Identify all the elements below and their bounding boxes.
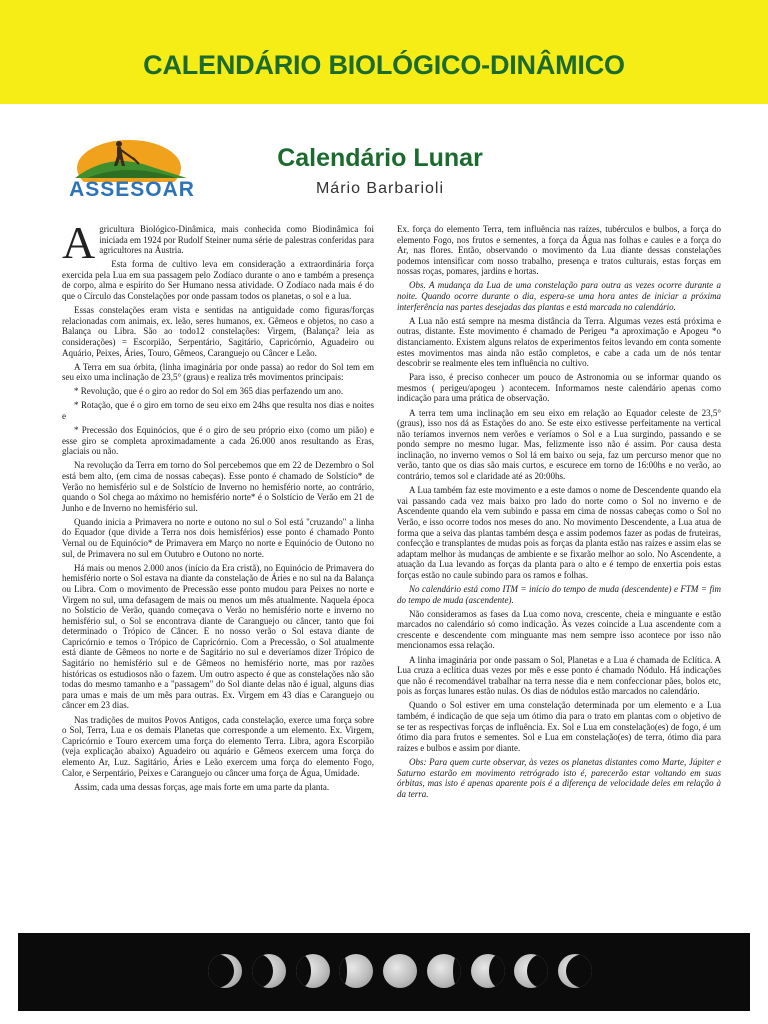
page-title: Calendário Lunar bbox=[277, 144, 483, 172]
banner-title: CALENDÁRIO BIOLÓGICO-DINÂMICO bbox=[143, 50, 625, 80]
paragraph: Obs: Para quem curte observar, às vezes os planetas distantes como Marte, Júpiter e Saturno estarão em movimento retrógrado isto é, parecerão estar voltando em suas órbitas, mas isto é apenas aparente pois é a diferença de velocidade deles em relação à da terra. bbox=[397, 756, 721, 799]
author-name: Mário Barbarioli bbox=[315, 180, 445, 197]
paragraph: Para isso, é preciso conhecer um pouco de Astronomia ou se informar quando os mesmos ( perigeu/apogeu ) acontecem. Informamos neste calendário apenas como indicação para uma prática de observação. bbox=[397, 372, 721, 404]
moon-phase-icon bbox=[208, 954, 242, 988]
moon-phase-icon bbox=[471, 954, 505, 988]
paragraph: Agricultura Biológico-Dinâmica, mais conhecida como Biodinâmica foi iniciada em 1924 por Rudolf Steiner numa série de palestras conferidas para agricultores na Áustria. bbox=[62, 224, 374, 268]
paragraph: A Terra em sua órbita, (linha imaginária por onde passa) ao redor do Sol tem em seu eixo uma inclinação de 23,5° (graus) e realiza três movimentos principais: bbox=[62, 361, 374, 383]
moon-phase-icon bbox=[558, 954, 592, 988]
moon-shadow bbox=[208, 954, 234, 988]
moon-phase-icon bbox=[514, 954, 548, 988]
farmer-hills-icon bbox=[47, 134, 217, 182]
paragraph: No calendário está como ITM = início do tempo de muda (descendente) e FTM = fim do tempo de muda (ascendente). bbox=[397, 584, 721, 605]
paragraph: Assim, cada uma dessas forças, age mais forte em uma parte da planta. bbox=[74, 781, 330, 792]
moon-shadow bbox=[296, 954, 311, 988]
left-column bbox=[62, 224, 374, 904]
paragraph: Essas constelações eram vista e sentidas na antiguidade como figuras/forças relacionadas com animais, ex. leão, seres humanos, ex. Gêmeos e objetos, no caso a Balança ou Libra. São ao todo12 constelações: Virgem, (Balança? leia as considerações) = Escorpião, Serpentário, Sagitário, Capricórnio, Aguadeiro ou Aquário, Peixes, Áries, Touro, Gêmeos, Caranguejo ou Câncer e Leão. bbox=[62, 305, 374, 358]
paragraph: Não consideramos as fases da Lua como nova, crescente, cheia e minguante e estão marcados no calendário só como indicação. Às vezes coincide a Lua ascendente com a crescente e descendente com minguante mas nem sempre isso acontece por isso não mencionamos essa relação. bbox=[397, 608, 721, 651]
moon-phase-icon bbox=[339, 954, 373, 988]
moon-shadow bbox=[453, 954, 461, 988]
assesoar-logo bbox=[47, 134, 217, 206]
paragraph: A Lua também faz este movimento e a este damos o nome de Descendente quando ela vai passando cada vez mais baixo pro lado do norte como o Sol no inverno e de Ascendente quando ela vem subindo e passa em cima de nossas cabeças como o Sol no Verão, e isso ocorre todos nos meses do ano. No movimento Descendente, a Lua atua de forma que a seiva das plantas também desça e assim podemos fazer as podas de fruteiras, confecção e transplantes de mudas pois as forças da planta estão nas raízes e assim elas se adaptam melhor às mudanças de ambiente e se fixarão melhor ao solo. No Ascendente, a atuação da Lua levando as forças da planta para o alto e é tempo de enxertia pois estas forças estão no caule subindo para os ramos e folhas. bbox=[397, 485, 721, 580]
moon-shadow bbox=[339, 954, 347, 988]
paragraph: Na revolução da Terra em torno do Sol percebemos que em 22 de Dezembro o Sol está bem alto, (em cima de nossas cabeças). Esse ponto é chamado de Solstício* de Verão no hemisfério sul e de Solstício de Inverno no hemisfério norte, ao contrário, quando o Sol chega ao máximo no hemisfério norte* é o Solstício de Verão em 21 de Junho e de Inverno no hemisfério sul. bbox=[62, 460, 374, 513]
paragraph: Nas tradições de muitos Povos Antigos, cada constelação, exerce uma força sobre o Sol, Terra, Lua e os demais Planetas que corresponde a um elemento. Ex. Virgem, Capricórnio e Touro exercem uma força do elemento Terra. Libra, agora Escorpião (veja explicação abaixo) Aguadeiro ou aquário e Gêmeos exercem uma força do elemento Ar, Luz. Sagitário, Áries e Leão exercem uma força do elemento Fogo, Calor, e Serpentário, Peixes e Caranguejo ou câncer uma força de Água, Umidade. bbox=[62, 714, 374, 778]
paragraph: A linha imaginária por onde passam o Sol, Planetas e a Lua é chamada de Eclítica. A Lua cruza a eclítica duas vezes por mês e esse ponto é chamado Nódulo. Há indicações que não é recomendável trabalhar na terra nesse dia e nem confeccionar pães, bolos etc, pois as forças lunares estão nulas. Os dias de nódulos estão marcados no calendário. bbox=[397, 654, 721, 697]
paragraph: * Rotação, que é o giro em torno de seu eixo em 24hs que resulta nos dias e noites e bbox=[62, 400, 374, 421]
paragraph: Esta forma de cultivo leva em consideração a extraordinária força exercida pela Lua em sua passagem pelo Zodíaco durante o ano e também a presença de corpo, alma e espírito do Ser Humano nessa atividade. O Zodíaco nada mais é do que o Círculo das Constelações por onde passam todos os planetas, o sol e a lua. bbox=[62, 259, 374, 302]
moon-phase-icon bbox=[427, 954, 461, 988]
right-column bbox=[397, 224, 721, 904]
moon-phase-icon bbox=[383, 954, 417, 988]
paragraph: A terra tem uma inclinação em seu eixo em relação ao Equador celeste de 23,5° (graus), isso nos dá as Estações do ano. Se este eixo estivesse perfeitamente na vertical não teríamos invernos nem verões e veríamos o Sol e a Lua surgindo, passando e se pondo sempre no mesmo lugar. Mas, felizmente isso não é assim. Por causa desta inclinação, no inverno vemos o Sol lá em baixo ou seja, faz um percurso menor que no verão, tanto que os dias são mais curtos, e escurece em torno de 16:00hs e no verão, ao contrário, temos sol e claridade até as 20:00hs. bbox=[397, 407, 721, 482]
paragraph: Obs. A mudança da Lua de uma constelação para outra as vezes ocorre durante a noite. Quando ocorre durante o dia, espera-se uma hora antes de iniciar a próxima interferência nas partes desejadas das plantas e está marcada no calendário. bbox=[397, 280, 721, 312]
logo-text: ASSESOAR bbox=[69, 178, 195, 201]
paragraph: A Lua não está sempre na mesma distância da Terra. Algumas vezes está próxima e outras, distante. Este movimento é chamado de Perigeu *a aproximação e Apogeu *o distanciamento. Existem alguns relatos de experimentos feitos levando em conta somente estes movimentos mas ainda não estão completos, e cabe a cada um de nós tentar descobrir se realmente eles tem influência no cultivo. bbox=[397, 315, 721, 369]
paragraph: Quando inicia a Primavera no norte e outono no sul o Sol está "cruzando" a linha do Equador (que divide a Terra nos dois hemisférios) esse ponto é chamado Ponto Vernal ou de Equinócio* de Primavera em Março no norte e Equinócio de Outono no sul, de Primavera no sul em Outubro e Outono no norte. bbox=[62, 516, 374, 559]
moon-shadow bbox=[566, 954, 592, 988]
moon-shadow bbox=[527, 954, 549, 988]
paragraph: * Revolução, que é o giro ao redor do Sol em 365 dias perfazendo um ano. bbox=[74, 386, 344, 397]
moon-phase-icon bbox=[296, 954, 330, 988]
dropcap: A bbox=[62, 224, 96, 268]
moon-phase-icon bbox=[252, 954, 286, 988]
paragraph: Há mais ou menos 2.000 anos (início da Era cristã), no Equinócio de Primavera do hemisfério norte o Sol estava na diante da constelação de Áries e no sul na da Balança ou Libra. Com o movimento de Precessão esse ponto mudou para Peixes no norte e Virgem no sul, uma defasagem de mais ou menos um mês atualmente. Naquela época no Solstício de Verão, quando começava o Verão no hemisfério norte e inverno no hemisfério sul, o Sol se encontrava diante de Caranguejo ou câncer, tanto que foi determinado o Trópico de Câncer. E no nosso verão o Sol estava diante de Capricórnio e temos o Trópico de Capricórnio. Com a Precessão, o Sol atualmente está diante de Gêmeos no norte e de Sagitário no sul e deveríamos dizer Trópico de Sagitário no hemisfério sul e de Gêmeos no hemisfério norte, mas por razões históricas os estudiosos não o fazem. Um outro aspecto é que as constelações não são todas do mesmo tamanho e a "passagem" do Sol diante delas não é igual, alguns dias para umas e mais de um mês para outras. Ex. Virgem em 43 dias e Caranguejo ou câncer em 23 dias. bbox=[62, 562, 374, 711]
header-banner bbox=[0, 0, 768, 104]
paragraph: * Precessão dos Equinócios, que é o giro de seu próprio eixo (como um pião) e esse giro se completa aproximadamente a cada 26.000 anos resultando as Eras, glaciais ou não. bbox=[62, 425, 374, 457]
moon-phases-strip bbox=[18, 933, 750, 1011]
moon-shadow bbox=[489, 954, 504, 988]
paragraph: Ex. força do elemento Terra, tem influência nas raízes, tubérculos e bulbos, a força do elemento Fogo, nos frutos e sementes, a força da Água nas folhas e caules e a força do Ar, nas flores. Então, observando o movimento da Lua diante dessas constelações podemos intensificar com nosso trabalho, presença e tratos culturais, estas forças em nossas roças, pomares, jardins e hortas. bbox=[397, 224, 721, 277]
moon-shadow bbox=[252, 954, 274, 988]
paragraph: Quando o Sol estiver em uma constelação determinada por um elemento e a Lua também, é indicação de que seja um ótimo dia para o trato em plantas com o objetivo de se ter as respectivas forças de influência. Ex. Sol e Lua em constelação(es) de fogo, é um ótimo dia para frutos e sementes. Sol e Lua em constelação(es) de terra, ótimo dia para raízes e bulbos e assim por diante. bbox=[397, 700, 721, 753]
